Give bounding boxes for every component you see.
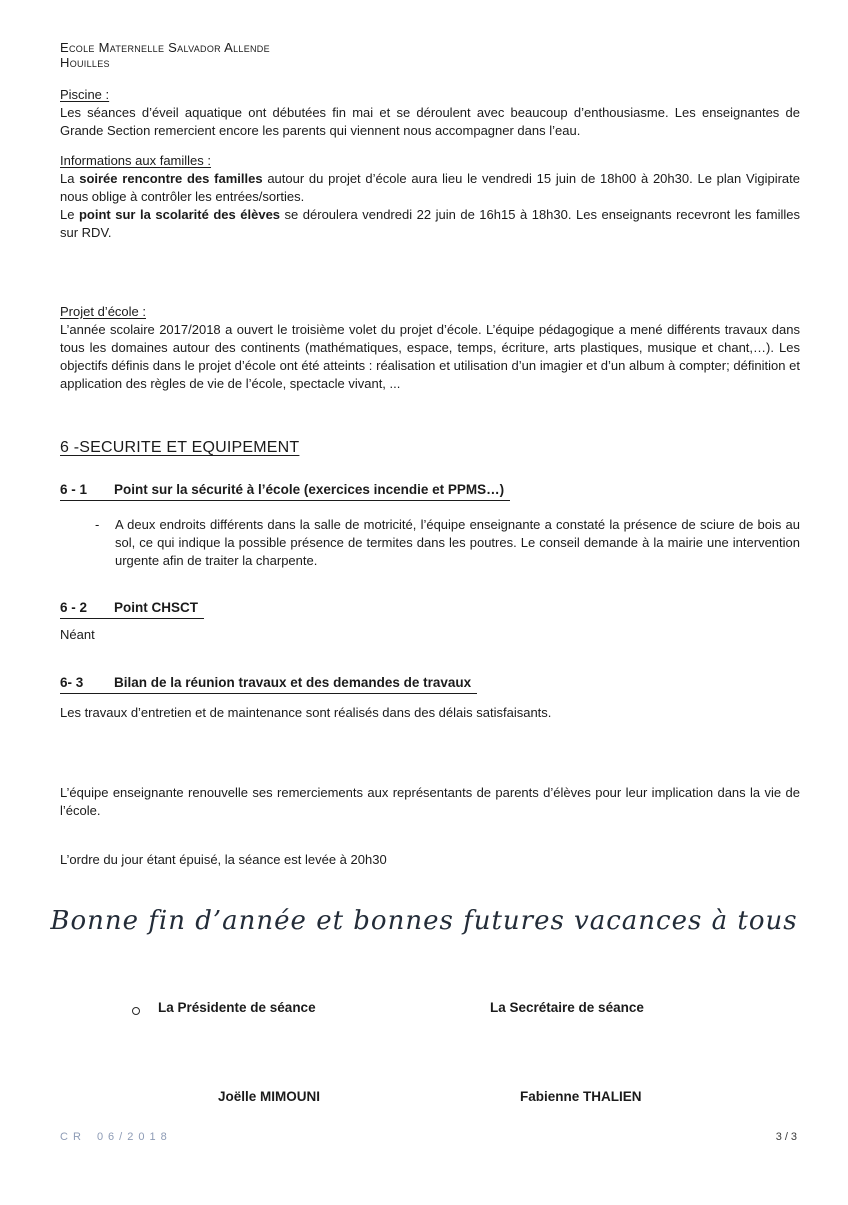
section-infos-familles: [60, 152, 800, 242]
footer-page-number: 3/3: [775, 1131, 800, 1143]
section-heading-piscine: Piscine :: [60, 87, 110, 102]
subheading-title: Point sur la sécurité à l’école (exercices incendie et PPMS…): [114, 482, 505, 497]
president-label: La Présidente de séance: [158, 1000, 316, 1015]
text-run: se déroulera vendredi 22 juin de 16h15 à 18h30. Les enseignants recevront les familles sur RDV.: [60, 207, 800, 240]
bullet-item-termites: [95, 516, 800, 570]
subsection-6-3: [60, 674, 800, 722]
section-projet-ecole: [60, 303, 800, 393]
paragraph-remerciements: L’équipe enseignante renouvelle ses remerciements aux représentants de parents d’élèves pour leur implication dans la vie de l’école.: [60, 785, 800, 818]
paragraph-projet: L’année scolaire 2017/2018 a ouvert le troisième volet du projet d’école. L’équipe pédagogique a mené différents travaux dans tous les domaines autour des continents (mathématiques, espace, temps, écriture, arts plastiques, musique et chant,…). Les objectifs définis dans le projet d’école ont été atteints : réalisation et utilisation d’un imagier et d’un album à compter; définition et application des règles de vie de l’école, spectacle vivant, ...: [60, 322, 800, 391]
signature-names-row: [0, 1088, 848, 1108]
section-piscine: [60, 86, 800, 140]
text-run: Le: [60, 207, 79, 222]
secretary-name: Fabienne THALIEN: [520, 1089, 642, 1104]
subheading-number: 6- 3: [60, 675, 84, 690]
section-heading-securite: 6 -SECURITE ET EQUIPEMENT: [60, 439, 300, 456]
document-header: [60, 40, 800, 70]
subheading-title: Point CHSCT: [114, 600, 198, 615]
subheading-6-2: [60, 599, 204, 619]
subheading-6-1: [60, 481, 510, 501]
paragraph-travaux: Les travaux d’entretien et de maintenance sont réalisés dans des délais satisfaisants.: [60, 705, 552, 720]
text-run: La: [60, 171, 80, 186]
signature-labels-row: [0, 999, 848, 1019]
paragraph-piscine: Les séances d’éveil aquatique ont débutées fin mai et se déroulent avec beaucoup d’enthousiasme. Les enseignantes de Grande Section remercient encore les parents qui viennent nous accompagner dans l’eau.: [60, 105, 800, 138]
paragraph-ordre-du-jour: L’ordre du jour étant épuisé, la séance est levée à 20h30: [60, 852, 387, 867]
circle-outline-icon: [132, 1003, 152, 1021]
bullet-text: A deux endroits différents dans la salle de motricité, l’équipe enseignante a constaté la présence de sciure de bois au sol, ce qui indique la possible présence de termites dans les poutres. Le conseil demande à la mairie une intervention urgente afin de traiter la charpente.: [115, 517, 800, 568]
school-city: Houilles: [60, 55, 110, 70]
paragraph-scolarite: [60, 206, 800, 242]
president-name: Joëlle MIMOUNI: [218, 1089, 321, 1104]
farewell-script-line: Bonne fin d’année et bonnes futures vacances à tous: [50, 906, 798, 936]
dash-bullet-icon: -: [95, 517, 100, 532]
text-run-bold: soirée rencontre des familles: [79, 171, 263, 186]
page-footer: [60, 1131, 800, 1143]
footer-document-ref: CR 06/2018: [60, 1131, 172, 1143]
section-heading-infos: Informations aux familles :: [60, 153, 212, 168]
subheading-number: 6 - 2: [60, 600, 88, 615]
subheading-6-3: [60, 674, 477, 694]
subsection-6-2: [60, 599, 800, 644]
text-run-bold: point sur la scolarité des élèves: [78, 207, 281, 222]
subheading-title: Bilan de la réunion travaux et des demandes de travaux: [114, 675, 472, 690]
subheading-number: 6 - 1: [60, 482, 88, 497]
section-heading-projet: Projet d’école :: [60, 304, 146, 319]
school-name: Ecole Maternelle Salvador Allende: [60, 40, 270, 55]
paragraph-soiree: [60, 170, 800, 206]
secretary-label: La Secrétaire de séance: [490, 1000, 644, 1015]
text-run: autour du projet d’école aura lieu le vendredi 15 juin de 18h00 à 20h30. Le plan Vigipirate nous oblige à contrôler les entrées/sorties.: [60, 171, 800, 204]
paragraph-neant: Néant: [60, 627, 95, 642]
subsection-6-1: [60, 481, 800, 501]
